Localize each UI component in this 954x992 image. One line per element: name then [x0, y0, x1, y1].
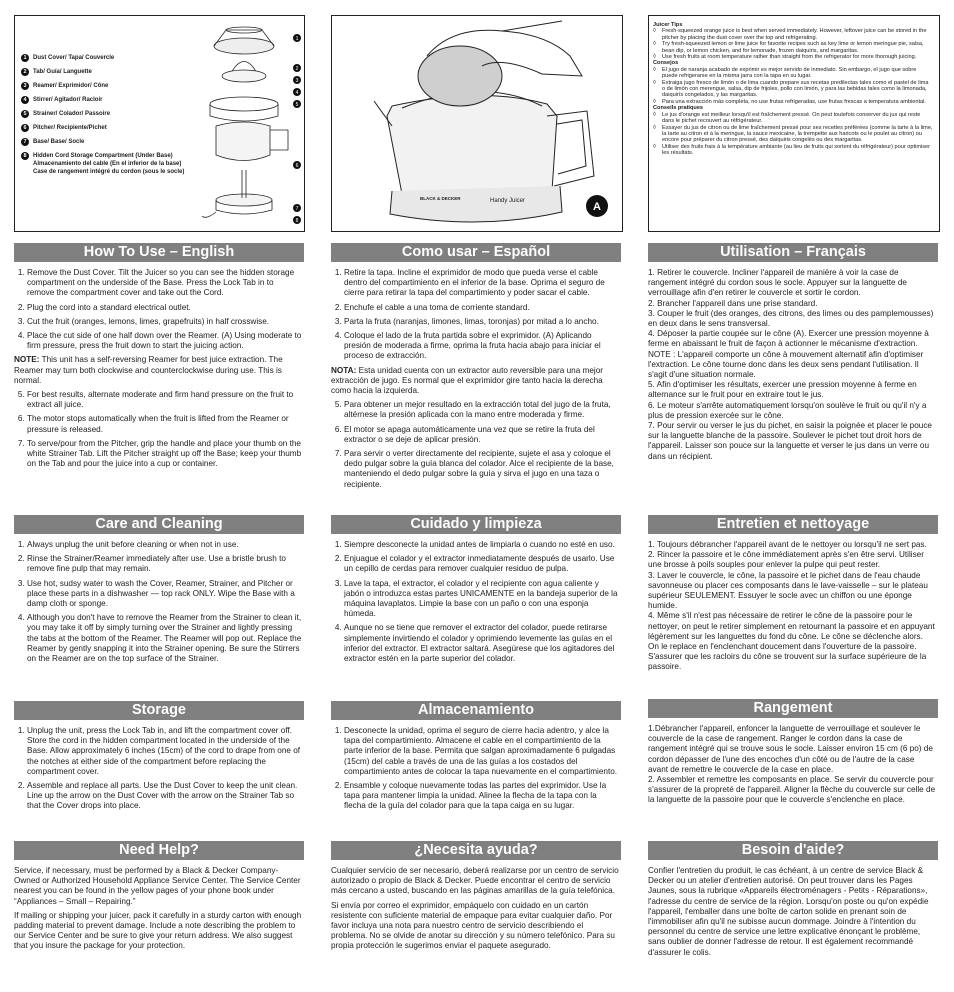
tip-item: ◊ Para una extracción más completa, no use frutas refrigeradas, use frutas frescas a temperatura ambiental.	[653, 98, 926, 105]
svg-text:7: 7	[295, 206, 299, 212]
section-header: Care and Cleaning	[14, 515, 304, 534]
section-header: Need Help?	[14, 841, 304, 860]
part-number-badge: 1	[21, 54, 29, 62]
part-number-badge: 4	[21, 96, 29, 104]
parts-item: 4 Stirrer/ Agitador/ Racloir	[21, 93, 184, 107]
tip-item: ◊ Essayer du jus de citron ou de lime fraîchement pressé pour ses recettes préférées (comme la tarte à la lime, la tarte au citron et à la meringue, la sauce mexicaine, la trempette aux haricots ou le poulet au citron) ou encore pour préparer du citron pressé, des daïquiris congelés ou des margaritas.	[653, 124, 933, 144]
parts-item: 8 Hidden Cord Storage Compartment (Under Base) Almacenamiento del cable (En el inferior de la base) Case de rangement intégré du cordon (sous le socle)	[21, 152, 184, 176]
es-how-to-use: Como usar – Español 1. Retire la tapa. Incline el exprimidor de modo que pueda verse el cable dentro del compartimiento en el inferior de la base. Oprima el seguro de cierre para retirar la tapa del compartimiento y poder sacar el cable. 2. Enchufe el cable a una toma de corriente standard. 3. Parta la fruta (naranjas, limones, limas, toronjas) por mitad a lo ancho. 4. Coloque el lado de la fruta partida sobre el exprimidor. (A) Aplicando presión de moderada a firme, oprima la fruta hacia abajo para iniciar el proceso de extracción. NOTA: Esta unidad cuenta con un extractor auto reversible para una mejor extracción de jugo. Es normal que el exprimidor gire tanto hacia la derecha como hacia la izquierda. 5. Para obtener un mejor resultado en la extracción total del jugo de la fruta, altérnese la presión aplicada con la mano entre moderada y firme. 6. El motor se apaga automáticamente una vez que se retire la fruta del extractor o se deje de aplicar presión. 7. Para servir o verter directamente del recipiente, sujete el asa y coloque el dedo pulgar sobre la guía blanca del colador. Alce el recipiente de la base, manteniendo el dedo pulgar sobre la guía y sirva el jugo en una taza o recipiente.	[331, 243, 619, 494]
parts-item: 5 Strainer/ Colador/ Passoire	[21, 107, 184, 121]
svg-text:3: 3	[295, 78, 299, 84]
section-header: Almacenamiento	[331, 701, 621, 720]
part-number-badge: 3	[21, 82, 29, 90]
es-need-help: ¿Necesita ayuda? Cualquier servicio de ser necesario, deberá realizarse por un centro de servicio autorizado o propio de Black & Decker. Puede encontrar el centro de servicio más cercano a usted, buscando en las páginas amarillas de la guía telefónica. Si envía por correo el exprimidor, empáquelo con cuidado en un cartón resistente con suficiente material de empaque para evitar cualquier daño. Por favor incluya una nota para nuestro centro de servicio describiendo el problema. No se olvide de anotar su dirección y su número telefónico. Para su propia protección le sugerimos enviar el paquete asegurado.	[331, 841, 619, 956]
section-header: Utilisation – Français	[648, 243, 938, 262]
parts-diagram-box	[14, 15, 305, 232]
parts-item: 7 Base/ Base/ Socle	[21, 135, 184, 149]
svg-text:6: 6	[295, 163, 299, 169]
model-label: Handy Juicer	[490, 198, 526, 204]
svg-text:5: 5	[295, 102, 299, 108]
section-header: Entretien et nettoyage	[648, 515, 938, 534]
part-number-badge: 5	[21, 110, 29, 118]
section-header: Storage	[14, 701, 304, 720]
fr-care-cleaning: Entretien et nettoyage 1. Toujours débrancher l'appareil avant de le nettoyer ou lorsqu'il ne sert pas. 2. Rincer la passoire et le cône immédiatement après s'en être servi. Utiliser une brosse à poils souples pour enlever la pulpe qui peut rester. 3. Laver le couvercle, le cône, la passoire et le pichet dans de l'eau chaude savonneuse ou placer ces composants dans le lave-vaisselle – sur le plateau supérieur SEULEMENT. Essuyer le socle avec un chiffon ou une éponge humide. 4. Même s'il n'est pas nécessaire de retirer le cône de la passoire pour le nettoyer, on peut le retirer simplement en retournant la passoire et en appuyant légèrement sur les languettes du fond du cône. Le cône se déclenche alors. On le replace en l'enclenchant doucement dans l'ouverture de la passoire. S'assurer que les racloirs du cône se trouvent sur la surface supérieure de la passoire.	[648, 515, 936, 673]
brand-label: BLACK & DECKER	[420, 196, 461, 201]
es-care-cleaning: Cuidado y limpieza 1. Siempre desconecte la unidad antes de limpiarla o cuando no esté en uso. 2. Enjuague el colador y el extractor inmediatamente después de usarlo. Use un cepillo de cerdas para remover cualquier residuo de pulpa. 3. Lave la tapa, el extractor, el colador y el recipiente con agua caliente y jabón o introduzca estas partes UNICAMENTE en la bandeja superior de la máquina lavaplatos. Limpie la base con un paño o con una esponja húmeda. 4. Aunque no se tiene que remover el extractor del colador, puede retirarse simplemente invirtiendo el colador y oprimiendo levemente las guías en el inferior del extractor. El extractor saltará. Asegúrese que los agitadores del extractor estén en la parte superior del colador.	[331, 515, 619, 668]
juicer-figure-box	[331, 15, 623, 232]
parts-item: 1 Dust Cover/ Tapa/ Couvercle	[21, 51, 184, 65]
en-how-to-use: How To Use – English 1. Remove the Dust Cover. Tilt the Juicer so you can see the hidden storage compartment on the underside of the Base. Press the Lock Tab in to remove the compartment cover and take out the Cord. 2. Plug the cord into a standard electrical outlet. 3. Cut the fruit (oranges, lemons, limes, grapefruits) in half crosswise. 4. Place the cut side of one half down over the Reamer. (A) Using moderate to firm pressure, press the fruit down to start the juicing action. NOTE: This unit has a self-reversing Reamer for best juice extraction. The Reamer may turn both clockwise and counterclockwise during use. This is normal. 5. For best results, alternate moderate and firm hand pressure on the fruit to extract all juice. 6. The motor stops automatically when the fruit is lifted from the Reamer or pressure is released. 7. To serve/pour from the Pitcher, grip the handle and place your thumb on the white Strainer Tab. Lift the Pitcher straight up off the Base; keep your thumb on the Tab and pour the juice into a cup or container.	[14, 243, 302, 473]
part-number-badge: 2	[21, 68, 29, 76]
parts-item: 6 Pitcher/ Recipiente/Pichet	[21, 121, 184, 135]
section-header: Como usar – Español	[331, 243, 621, 262]
fr-need-help: Besoin d'aide? Confier l'entretien du produit, le cas échéant, à un centre de service Black & Decker ou un atelier d'entretien autorisé. On peut trouver dans les Pages Jaunes, sous la rubrique «Appareils électroménagers - Petits - Réparations», l'adresse du centre de service de la région. Lorsqu'on poste ou qu'on expédie l'appareil, l'emballer dans une boîte de carton solide en prenant soin de l'immobiliser afin qu'il ne subisse aucun dommage. Joindre à l'intention du personnel du centre de service une lettre explicative énonçant le problème, sans oublier de donner l'adresse de retour. Il est également recommandé d'assurer le colis.	[648, 841, 936, 958]
exploded-juicer-illustration	[200, 20, 304, 228]
part-number-badge: 7	[21, 138, 29, 146]
svg-text:1: 1	[295, 36, 299, 42]
section-header: Cuidado y limpieza	[331, 515, 621, 534]
tip-item: ◊ Try fresh-squeezed lemon or lime juice for favorite recipes such as key lime or lemon meringue pie, salsa, bean dip, or lemon chicken, and for lemonade, frozen daiquiris, and margaritas.	[653, 41, 924, 54]
section-header: ¿Necesita ayuda?	[331, 841, 621, 860]
fr-how-to-use: Utilisation – Français 1. Retirer le couvercle. Incliner l'appareil de manière à voir la case de rangement intégré du cordon sous le socle. Appuyer sur la languette de verrouillage afin d'en retirer le couvercle et sortir le cordon. 2. Brancher l'appareil dans une prise standard. 3. Couper le fruit (des oranges, des citrons, des limes ou des pamplemousses) en deux dans le sens transversal. 4. Déposer la partie coupée sur le cône (A). Exercer une pression moyenne à ferme en abaissant le fruit de façon à actionner le mécanisme d'extraction. NOTE : L'appareil comporte un cône à mouvement alternatif afin d'optimiser l'extraction. Le cône tourne donc dans les deux sens pendant l'utilisation. Il s'agit d'une situation normale. 5. Afin d'optimiser les résultats, exercer une pression moyenne à ferme en alternance sur le fruit pour en extraire tout le jus. 6. Le moteur s'arrête automatiquement lorsqu'on soulève le fruit ou qu'il n'y a plus de pression exercée sur le cône. 7. Pour servir ou verser le jus du pichet, en saisir la poignée et placer le pouce sur la languette blanche de la passoire. Soulever le pichet tout droit hors de l'appareil. Laisser son pouce sur la languette et verser le jus dans un verre ou dans un récipient.	[648, 243, 936, 462]
svg-text:2: 2	[295, 66, 299, 72]
tip-item: ◊ El jugo de naranja acabado de exprimir es mejor servido de inmediato. Sin embargo, el jugo que sobre puede refrigerarse en la misma jarra con la tapa en su lugar.	[653, 66, 917, 80]
juicer-tips: Juicer Tips ◊ Fresh-squeezed orange juice is best when served immediately. However, leftover juice can be stored in the pitcher by placing the dust cover over the top and refrigerating. ◊ Try fresh-squeezed lemon or lime juice for favorite recipes such as key lime or lemon meringue pie, salsa, bean dip, or lemon chicken, and for lemonade, frozen daiquiris, and margaritas. ◊ Use fresh fruits at room temperature rather than straight from the refrigerator for more thorough juicing. Consejos ◊ El jugo de naranja acabado de exprimir es mejor servido de inmediato. Sin embargo, el jugo que sobre puede refrigerarse en la misma jarra con la tapa en su lugar. ◊ Extraiga jugo fresco de limón o de lima cuando prepare sus recetas predilectas tales como el pastel de lima o de limón con merengue, salsa, dip de frijoles, pollo con limón, y para las bebidas tales como la limonada, daiquirís congelados, y las margaritas. ◊ Para una extracción más completa, no use frutas refrigeradas, use frutas frescas a temperatura ambiental. Conseils pratiques ◊ Le jus d'orange est meilleur lorsqu'il est fraîchement pressé. On peut toutefois conserver du jus qui reste dans le pichet recouvert au réfrigérateur. ◊ Essayer du jus de citron ou de lime fraîchement pressé pour ses recettes préférées (comme la tarte à la lime, la tarte au citron et à la meringue, la sauce mexicaine, la trempette aux haricots ou le poulet au citron) ou encore pour préparer du citron pressé, des daïquiris congelés ou des margaritas. ◊ Utiliser des fruits frais à la température ambiante (au lieu de fruits qui sortent du réfrigérateur) pour optimiser les résultats.	[653, 22, 933, 157]
fr-storage: Rangement 1.Débrancher l'appareil, enfoncer la languette de verrouillage et soulever le couvercle de la case de rangement. Ranger le cordon dans la case de rangement intégré qui se trouve sous le socle. Laisser environ 15 cm (6 po) de cordon dépasser de l'une des encoches d'un côté ou de l'autre de la case avant de remettre le couvercle de la case en place. 2. Assembler et remettre les composants en place. Se servir du couvercle pour s'assurer de la propreté de l'appareil. Aligner la flèche du couvercle sur celle de la languette de la passoire pour que le couvercle s'enclenche en place.	[648, 699, 936, 806]
section-header: How To Use – English	[14, 243, 304, 262]
tip-item: ◊ Use fresh fruits at room temperature rather than straight from the refrigerator for more thorough juicing.	[653, 54, 917, 61]
section-header: Rangement	[648, 699, 938, 718]
en-need-help: Need Help? Service, if necessary, must be performed by a Black & Decker Company-Owned or Authorized Household Appliance Service Center. The Service Center nearest you can be found in the yellow pages of your phone book under “Appliances – Small – Repairing.” If mailing or shipping your juicer, pack it carefully in a sturdy carton with enough padding material to prevent damage. Include a note describing the problem to our Service Center and be sure to give your return address. We also suggest that you insure the package for your protection.	[14, 841, 302, 956]
svg-text:8: 8	[295, 218, 299, 224]
parts-item: 3 Reamer/ Exprimidor/ Cône	[21, 79, 184, 93]
es-storage: Almacenamiento 1. Desconecte la unidad, oprima el seguro de cierre hacia adentro, y alce la tapa del compartimiento. Almacene el cable en el compartimiento de la parte inferior de la base. Permita que salgan aproximadamente 6 pulgadas (15cm) del cable a través de una de las guías a los costados del compartimiento antes de colocar la tapa nuevamente en el compartimiento. 2. Ensamble y coloque nuevamente todas las partes del exprimidor. Use la tapa para mantener limpia la unidad. Alinee la flecha de la tapa con la flecha de la guía del colador para que la tapa caiga en su lugar.	[331, 701, 619, 816]
en-storage: Storage 1. Unplug the unit, press the Lock Tab in, and lift the compartment cover off. Store the cord in the hidden compartment located in the underside of the Base. Allow approximately 6 inches (15cm) of the cord to drape from one of the notches at either side of the compartment before replacing the compartment cover. 2. Assemble and replace all parts. Use the Dust Cover to keep the unit clean. Line up the arrow on the Dust Cover with the arrow on the Strainer Tab so that the Cover drops into place.	[14, 701, 302, 816]
part-number-badge: 8	[21, 152, 29, 160]
tip-item: ◊ Extraiga jugo fresco de limón o de lima cuando prepare sus recetas predilectas tales como el pastel de lima o de limón con merengue, salsa, dip de frijoles, pollo con limón, y para las bebidas tales como la limonada, daiquirís congelados, y las margaritas.	[653, 79, 929, 99]
svg-text:4: 4	[295, 90, 299, 96]
tip-item: ◊ Utiliser des fruits frais à la température ambiante (au lieu de fruits qui sortent du réfrigérateur) pour optimiser les résultats.	[653, 143, 930, 157]
juicer-in-use-illustration	[332, 16, 622, 231]
figure-label: A	[593, 201, 601, 213]
part-number-badge: 6	[21, 124, 29, 132]
parts-item: 2 Tab/ Guía/ Languette	[21, 65, 184, 79]
tip-item: ◊ Le jus d'orange est meilleur lorsqu'il est fraîchement pressé. On peut toutefois conserver du jus qui reste dans le pichet recouvert au réfrigérateur.	[653, 111, 921, 125]
en-care-cleaning: Care and Cleaning 1. Always unplug the unit before cleaning or when not in use. 2. Rinse the Strainer/Reamer immediately after use. Use a bristle brush to remove fine pulp that may remain. 3. Use hot, sudsy water to wash the Cover, Reamer, Strainer, and Pitcher or place these parts in a dishwasher — top rack ONLY. Wipe the Base with a damp cloth or sponge. 4. Although you don't have to remove the Reamer from the Strainer to clean it, you may take it off by simply turning over the Strainer and lightly pressing the tabs at the bottom of the Reamer. The Reamer will pop out. Replace the Reamer by gently snapping it into the Strainer opening. Be sure the Stirrers on the Reamer are on the top surface of the Strainer.	[14, 515, 302, 668]
tip-item: ◊ Fresh-squeezed orange juice is best when served immediately. However, leftover juice can be stored in the pitcher by placing the dust cover over the top and refrigerating.	[653, 28, 927, 41]
section-header: Besoin d'aide?	[648, 841, 938, 860]
parts-list	[21, 51, 184, 176]
